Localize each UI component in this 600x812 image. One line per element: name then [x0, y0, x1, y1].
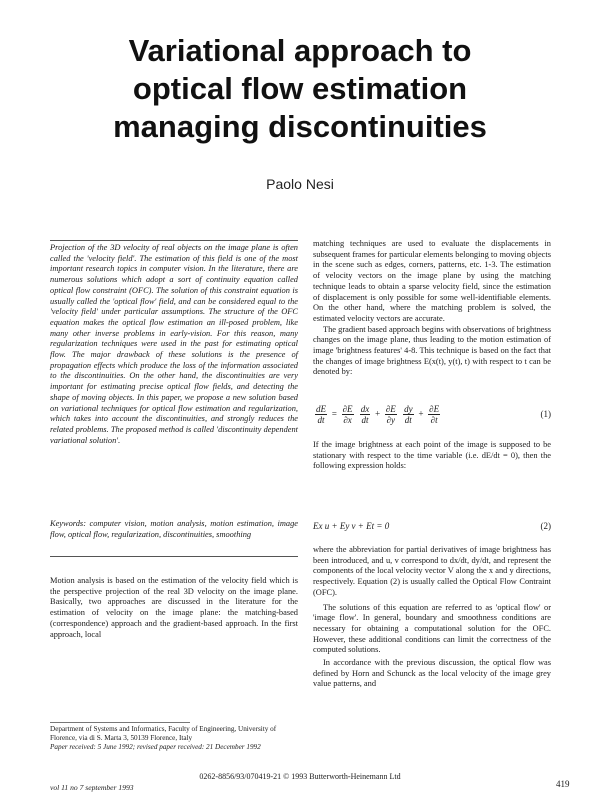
keywords: [50, 519, 298, 540]
footnote: [50, 725, 298, 752]
abstract-top-rule: [50, 240, 298, 241]
paragraph-5: The solutions of this equation are referred to as 'optical flow' or 'image flow'. In general, boundary and smoothness conditions are necessary for obtaining a computational solution for the OFC. However, these additional conditions can limit the correctness of the computed solutions.: [313, 602, 551, 655]
right-column-mid: [313, 440, 551, 472]
equation-2-number: (2): [540, 521, 551, 531]
abstract-text: Projection of the 3D velocity of real objects on the image plane is often called the 'velocity field'. The estimation of this field is one of the most important research topics in computer vision. In the literature, there are numerous solutions which adopt a sort of continuity equation called optical flow constraint (OFC). The solution of this constraint equation is usually called the 'optical flow' field, and can be considered equal to the 'velocity field' under particular assumptions. The structure of the OFC equation makes the optical flow estimation an ill-posed problem, like many other inverse problems in early-vision. For this reason, many regularization techniques were used in the past for estimating optical flow. The major drawback of these solutions is the presence of propagation effects which produce the loss of the information associated to the discontinuities. On the other hand, the discontinuities are very important for estimating precise optical flow fields, and detecting the shape of moving objects. In this paper, we propose a new solution based on variational techniques for optical flow estimation and regularization, which takes into account the discontinuities, and strongly reduces the related problems. The proposed method is called 'discontinuity dependent variational solution'.: [50, 243, 298, 445]
paragraph-3: If the image brightness at each point of the image is supposed to be stationary with respect to the time variable (i.e. dE/dt = 0), then the following expression holds:: [313, 440, 551, 471]
equation-1-body: $\frac{dE}{dt}$ = $\frac{\partial E}{\partial x}$ $\frac{dx}{dt}$ + $\frac{\partial E}{\partial y}$ $\frac{dy}{dt}$ + $\frac{\partial E}{\partial t}$: [316, 403, 440, 425]
eq1-term-dEdt-partial: $\frac{\partial E}{\partial t}$: [429, 403, 440, 425]
eq1-term-dydt: $\frac{dy}{dt}$: [404, 403, 413, 425]
page-number: 419: [556, 779, 570, 789]
keywords-text: Keywords: computer vision, motion analysis, motion estimation, image flow, optical flow, regularization, discontinuities, smoothing: [50, 519, 298, 539]
introduction: [50, 576, 298, 640]
issn-copyright: 0262-8856/93/070419-21 © 1993 Butterworth-Heinemann Ltd: [199, 772, 401, 781]
paragraph-2: The gradient based approach begins with observations of brightness changes on the image plane, thus leading to the motion estimation of image 'brightness features' 4-8. This technique is based on the fact that the changes of image brightness E(x(t), y(t), t) with respect to t can be denoted by:: [313, 324, 551, 377]
eq1-term-dEdt: $\frac{dE}{dt}$: [316, 403, 326, 425]
eq1-term-dEdx: $\frac{\partial E}{\partial x}$: [342, 403, 353, 425]
introduction-text: Motion analysis is based on the estimation of the velocity field which is the perspective projection of the real 3D velocity on the image plane. Basically, two approaches are discussed in the literature for the estimation of velocity on the image plane: the matching-based (correspondence) approach and the gradient-based approach. In the first approach, local: [50, 576, 298, 639]
right-column-top: [313, 239, 551, 378]
paragraph-1: matching techniques are used to evaluate the displacements in subsequent frames for particular elements belonging to moving objects in the scene such as edges, corners, patterns, etc. 1-3. The estimation of velocity vectors on the image plane by using the matching technique leads to obtain a sparse velocity field, since the estimation of displacement is only possible for some well-identifiable elements. On the other hand, where the matching problem is solved, the estimated velocity vectors are accurate.: [313, 239, 551, 323]
abstract: [50, 243, 298, 446]
right-column-bottom: [313, 545, 551, 690]
footnote-affiliation: Department of Systems and Informatics, Faculty of Engineering, University of Florence, via di S. Marta 3, 50139 Florence, Italy: [50, 725, 277, 742]
title-line-1: Variational approach to: [128, 33, 472, 68]
paragraph-6: In accordance with the previous discussion, the optical flow was defined by Horn and Schunck as the local velocity of the image grey value patterns, and: [313, 658, 551, 689]
volume-info: vol 11 no 7 september 1993: [50, 783, 134, 792]
abstract-bottom-rule: [50, 556, 298, 557]
equation-2-body: Ex u + Ey v + Et = 0: [313, 521, 390, 531]
eq1-term-dEdy: $\frac{\partial E}{\partial y}$: [385, 403, 396, 425]
title-line-3: managing discontinuities: [113, 109, 487, 144]
equation-1: [313, 397, 551, 431]
equation-1-number: (1): [540, 409, 551, 419]
equation-2: [313, 518, 551, 534]
eq1-term-dxdt: $\frac{dx}{dt}$: [360, 403, 370, 425]
paper-title: [0, 32, 600, 146]
footnote-rule: [50, 722, 190, 723]
author-name: Paolo Nesi: [266, 176, 334, 192]
title-line-2: optical flow estimation: [132, 71, 468, 106]
paragraph-4: where the abbreviation for partial derivatives of image brightness has been introduced, and u, v correspond to dx/dt, dy/dt, and represent the components of the local velocity vector V along the x and y directions, respectively. Equation (2) is usually called the Optical Flow Contraint (OFC).: [313, 545, 551, 597]
footnote-received: Paper received: 5 June 1992; revised paper received: 21 December 1992: [50, 743, 261, 751]
